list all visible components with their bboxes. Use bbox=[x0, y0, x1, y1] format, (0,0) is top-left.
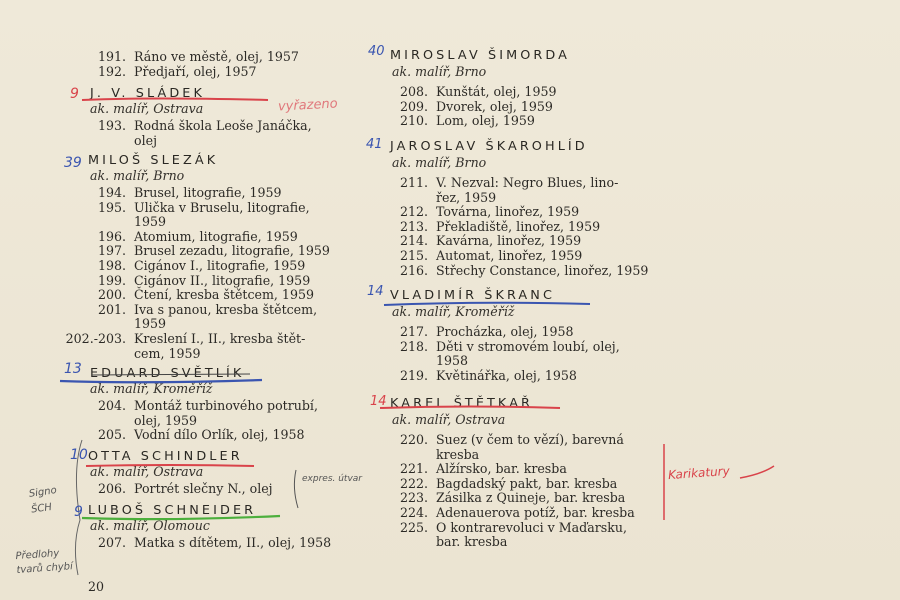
entry-number: 214. bbox=[399, 233, 428, 249]
entry-number: 224. bbox=[399, 505, 428, 520]
hand-num-simorda: 40 bbox=[368, 44, 385, 59]
entry-title: Automat, linořez, 1959 bbox=[436, 248, 583, 263]
artist-name: KAREL ŠTĚTKAŘ bbox=[390, 396, 534, 411]
entry-title: Zásilka z Quineje, bar. kresba bbox=[436, 490, 626, 506]
entry-number: 225. bbox=[399, 519, 428, 535]
entry-number: 202.-203. bbox=[65, 331, 126, 346]
catalog-entry bbox=[372, 477, 617, 492]
catalog-entry bbox=[0, 288, 314, 303]
catalog-entry bbox=[0, 303, 317, 318]
artist-subtitle: ak. malíř, Kroměříž bbox=[90, 381, 213, 396]
artist-name: EDUARD SVĚTLÍK bbox=[90, 366, 245, 381]
entry-number: 205. bbox=[97, 427, 126, 443]
entry-title: Kunštát, olej, 1959 bbox=[436, 84, 557, 99]
hand-num-skarohlid: 41 bbox=[366, 137, 383, 152]
entry-continuation: 1958 bbox=[436, 353, 469, 369]
entry-number: 192. bbox=[97, 63, 126, 79]
entry-number: 219. bbox=[399, 367, 428, 383]
entry-title: Brusel zezadu, litografie, 1959 bbox=[134, 243, 330, 259]
entry-title: Předjaří, olej, 1957 bbox=[134, 63, 257, 79]
artist-name: VLADIMÍR ŠKRANC bbox=[390, 288, 555, 303]
entry-number: 223. bbox=[399, 490, 428, 506]
catalog-entry bbox=[372, 176, 618, 191]
entry-number: 208. bbox=[399, 84, 428, 99]
artist-subtitle: ak. malíř, Brno bbox=[90, 168, 185, 183]
hand-red-note-stetkar: Karikatury bbox=[667, 463, 731, 483]
catalog-entry bbox=[372, 433, 624, 448]
entry-title: Vodní dílo Orlík, olej, 1958 bbox=[134, 427, 305, 443]
entry-title: Děti v stromovém loubí, olej, bbox=[436, 338, 620, 354]
entry-number: 209. bbox=[399, 98, 428, 114]
catalog-entry bbox=[372, 491, 625, 506]
entry-continuation: řez, 1959 bbox=[436, 189, 497, 205]
catalog-entry bbox=[372, 100, 553, 115]
catalog-entry bbox=[0, 244, 330, 259]
catalog-entry bbox=[372, 114, 535, 129]
entry-continuation: olej, 1959 bbox=[134, 412, 198, 428]
entry-number: 211. bbox=[399, 175, 428, 190]
catalog-entry bbox=[0, 119, 312, 134]
entry-title: Bagdadský pakt, bar. kresba bbox=[436, 475, 618, 491]
hand-num-slezak: 39 bbox=[64, 155, 82, 171]
entry-title: Střechy Constance, linořez, 1959 bbox=[436, 262, 649, 278]
artist-name: MILOŠ SLEZÁK bbox=[88, 153, 219, 168]
entry-title: Portrét slečny N., olej bbox=[134, 481, 273, 496]
entry-title: Atomium, litografie, 1959 bbox=[134, 228, 298, 244]
hand-num-svetlik: 13 bbox=[64, 361, 82, 377]
artist-name: OTTA SCHINDLER bbox=[88, 449, 243, 464]
artist-subtitle: ak. malíř, Ostrava bbox=[90, 101, 204, 116]
entry-title: Adenauerova potíž, bar. kresba bbox=[436, 505, 635, 520]
artist-subtitle: ak. malíř, Olomouc bbox=[90, 518, 210, 533]
artist-subtitle: ak. malíř, Ostrava bbox=[90, 464, 204, 479]
entry-number: 210. bbox=[399, 113, 428, 129]
catalog-entry bbox=[0, 186, 282, 201]
page-number: 20 bbox=[88, 579, 105, 594]
entry-title: Květinářka, olej, 1958 bbox=[436, 367, 577, 383]
entry-continuation: 1959 bbox=[134, 316, 167, 332]
entry-title: Továrna, linořez, 1959 bbox=[436, 204, 580, 220]
catalog-entry bbox=[372, 521, 627, 536]
catalog-entry bbox=[0, 259, 305, 274]
artist-subtitle: ak. malíř, Brno bbox=[392, 155, 487, 170]
entry-continuation: cem, 1959 bbox=[134, 345, 201, 361]
entry-title: Procházka, olej, 1958 bbox=[436, 324, 574, 339]
catalog-entry bbox=[372, 85, 556, 100]
catalog-entry bbox=[372, 506, 635, 521]
entry-number: 196. bbox=[97, 228, 126, 244]
schindler-bracket bbox=[294, 470, 298, 508]
entry-number: 212. bbox=[399, 204, 428, 220]
entry-number: 213. bbox=[399, 218, 428, 234]
entry-number: 222. bbox=[399, 475, 428, 491]
entry-number: 197. bbox=[97, 243, 126, 259]
artist-subtitle: ak. malíř, Ostrava bbox=[392, 412, 506, 427]
entry-number: 200. bbox=[97, 287, 126, 303]
entry-continuation: kresba bbox=[436, 446, 480, 462]
entry-title: V. Nezval: Negro Blues, lino- bbox=[436, 175, 619, 190]
entry-number: 218. bbox=[399, 338, 428, 354]
entry-continuation: bar. kresba bbox=[436, 534, 508, 550]
catalog-entry bbox=[372, 249, 582, 264]
artist-subtitle: ak. malíř, Kroměříž bbox=[392, 304, 515, 319]
entry-title: Dvorek, olej, 1959 bbox=[436, 98, 553, 114]
catalog-entry bbox=[372, 340, 620, 355]
entry-title: Ráno ve městě, olej, 1957 bbox=[134, 49, 299, 64]
entry-title: Kreslení I., II., kresba štět- bbox=[134, 331, 306, 346]
entry-number: 221. bbox=[399, 461, 428, 477]
hand-num-schindler: 10 bbox=[70, 447, 88, 463]
artist-name: J. V. SLÁDEK bbox=[90, 86, 205, 101]
catalog-entry bbox=[372, 325, 574, 340]
entry-number: 216. bbox=[399, 262, 428, 278]
hand-margin-bottom: Předlohy tvarů chybí bbox=[15, 548, 74, 577]
red-arrow bbox=[740, 466, 774, 478]
catalog-entry bbox=[372, 264, 648, 279]
catalog-entry bbox=[372, 462, 567, 477]
catalog-entry bbox=[0, 65, 257, 80]
hand-num-schneider: 9 bbox=[74, 504, 83, 520]
catalog-entry bbox=[0, 50, 299, 65]
entry-title: Ulička v Bruselu, litografie, bbox=[134, 199, 310, 215]
hand-num-sladek: 9 bbox=[70, 86, 79, 102]
entry-title: Překladiště, linořez, 1959 bbox=[436, 218, 601, 234]
entry-title: O kontrarevoluci v Maďarsku, bbox=[436, 519, 627, 535]
hand-margin-left: Signo ŠCH bbox=[28, 485, 58, 516]
catalog-entry bbox=[0, 274, 310, 289]
entry-number: 198. bbox=[97, 258, 126, 273]
catalog-entry bbox=[0, 230, 298, 245]
entry-title: Čtení, kresba štětcem, 1959 bbox=[134, 287, 314, 303]
entry-number: 194. bbox=[97, 185, 126, 200]
entry-number: 206. bbox=[97, 481, 126, 496]
entry-number: 195. bbox=[97, 199, 126, 215]
entry-number: 199. bbox=[97, 272, 126, 288]
hand-red-note-sladek: vyřazeno bbox=[277, 96, 339, 115]
catalog-entry bbox=[372, 234, 581, 249]
artist-name: LUBOŠ SCHNEIDER bbox=[88, 503, 257, 518]
hand-num-stetkar: 14 bbox=[370, 394, 387, 409]
entry-number: 220. bbox=[399, 432, 428, 447]
hand-num-skranc: 14 bbox=[367, 284, 384, 299]
entry-title: Suez (v čem to vězí), barevná bbox=[436, 432, 624, 447]
entry-continuation: olej bbox=[134, 132, 157, 148]
catalog-entry bbox=[372, 205, 579, 220]
entry-number: 201. bbox=[97, 301, 126, 317]
entry-number: 207. bbox=[97, 535, 126, 550]
entry-number: 204. bbox=[97, 398, 126, 413]
artist-name: JAROSLAV ŠKAROHLÍD bbox=[390, 139, 588, 154]
catalog-entry bbox=[0, 332, 305, 347]
hand-note-schindler: expres. útvar bbox=[302, 474, 362, 484]
entry-number: 191. bbox=[97, 49, 126, 64]
entry-title: Brusel, litografie, 1959 bbox=[134, 185, 282, 200]
entry-title: Iva s panou, kresba štětcem, bbox=[134, 301, 318, 317]
entry-title: Matka s dítětem, II., olej, 1958 bbox=[134, 535, 332, 550]
artist-subtitle: ak. malíř, Brno bbox=[392, 64, 487, 79]
entry-title: Rodná škola Leoše Janáčka, bbox=[134, 118, 312, 133]
entry-number: 215. bbox=[399, 248, 428, 263]
entry-number: 193. bbox=[97, 118, 126, 133]
catalog-entry bbox=[0, 201, 310, 216]
entry-title: Alžírsko, bar. kresba bbox=[436, 461, 567, 477]
artist-name: MIROSLAV ŠIMORDA bbox=[390, 48, 570, 63]
catalog-entry bbox=[372, 369, 577, 384]
entry-number: 217. bbox=[399, 324, 428, 339]
catalog-entry bbox=[0, 399, 318, 414]
catalog-entry bbox=[372, 220, 600, 235]
catalog-entry bbox=[0, 428, 305, 443]
entry-title: Lom, olej, 1959 bbox=[436, 113, 535, 129]
entry-title: Montáž turbinového potrubí, bbox=[134, 398, 318, 413]
entry-title: Cigánov I., litografie, 1959 bbox=[134, 258, 306, 273]
entry-continuation: 1959 bbox=[134, 214, 167, 230]
entry-title: Kavárna, linořez, 1959 bbox=[436, 233, 582, 249]
entry-title: Cigánov II., litografie, 1959 bbox=[134, 272, 311, 288]
